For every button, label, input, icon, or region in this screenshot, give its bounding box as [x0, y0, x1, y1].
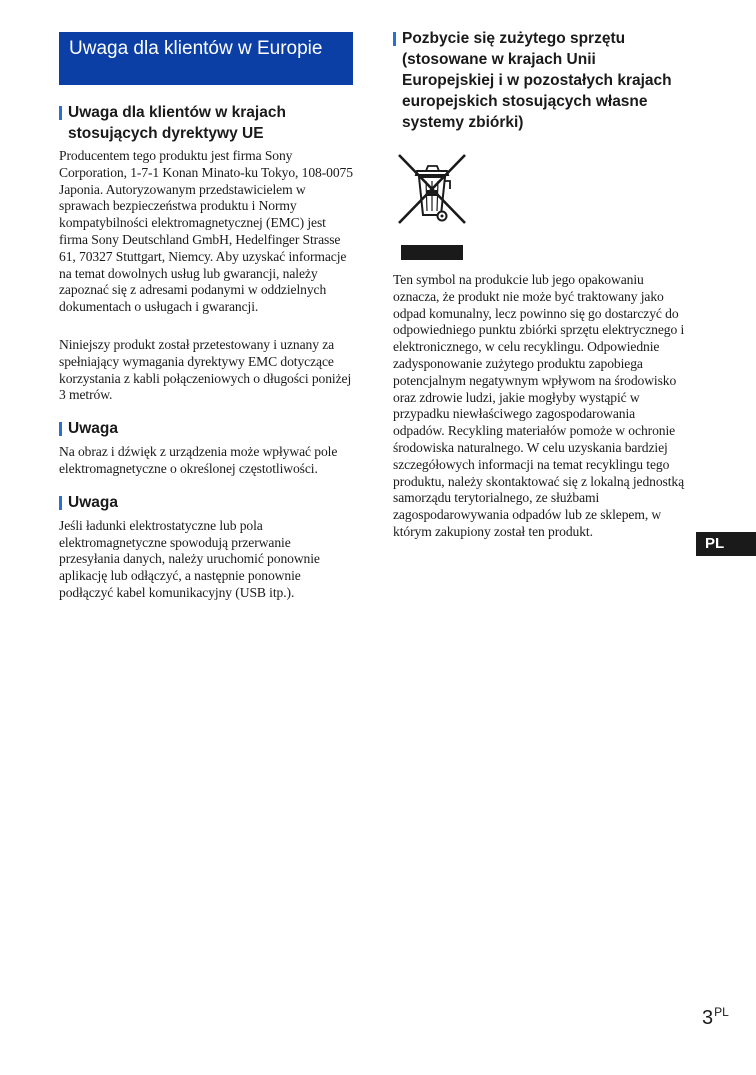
- section-heading-text: Uwaga: [68, 420, 118, 438]
- heading-bar-icon: [393, 32, 396, 46]
- section-heading-text: Uwaga dla klientów w krajach stosujących dyrektywy UE: [68, 104, 286, 142]
- right-column: [393, 28, 688, 541]
- page-title: Uwaga dla klientów w Europie: [59, 32, 353, 85]
- section-heading-disposal: [393, 28, 688, 133]
- crossed-out-wheelie-bin-icon: [395, 151, 475, 263]
- disposal-paragraph: Ten symbol na produkcie lub jego opakowaniu oznacza, że produkt nie może być traktowany jako odpad komunalny, lecz powinno się go dostarczyć do odpowiedniego punktu zbiórki sprzętu elektrycznego i elektronicznego, w celu recyklingu. Odpowiednie zadysponowanie zużytego produktu zapobiega potencjalnym negatywnym wpływom na środowisko oraz zdrowie ludzi, jakie mogłyby wystąpić w przypadku niewłaściwego zagospodarowania odpadów. Recykling materiałów pomoże w ochronie środowiska naturalnego. W celu uzyskania bardziej szczegółowych informacji na temat recyklingu tego produktu, należy skontaktować się z lokalną jednostką samorządu terytorialnego, ze służbami zagospodarowywania odpadów lub ze sklepem, w którym zakupiony został ten produkt.: [393, 272, 685, 539]
- electromagnetic-field-paragraph: Na obraz i dźwięk z urządzenia może wpływać pole elektromagnetyczne o określonej częstotliwości.: [59, 444, 338, 476]
- electrostatic-paragraph: Jeśli ładunki elektrostatyczne lub pola elektromagnetyczne spowodują przerwanie przesyłania danych, należy uruchomić ponownie aplikację lub odłączyć, a następnie ponownie podłączyć kabel komunikacyjny (USB itp.).: [59, 517, 320, 600]
- heading-bar-icon: [59, 496, 62, 510]
- section-heading-notice-2: [59, 492, 353, 513]
- section-heading-text: Uwaga: [68, 493, 118, 511]
- section-heading-notice-1: [59, 418, 353, 439]
- emc-paragraph: Niniejszy produkt został przetestowany i uznany za spełniający wymagania dyrektywy EMC dotyczące korzystania z kabli połączeniowych o długości poniżej 3 metrów.: [59, 336, 352, 403]
- section-heading-text: Pozbycie się zużytego sprzętu (stosowane w krajach Unii Europejskiej i w pozostałych krajach europejskich stosujących własne systemy zbiórki): [402, 30, 672, 131]
- page-number-suffix: PL: [714, 1005, 729, 1019]
- left-column: [59, 32, 353, 602]
- heading-bar-icon: [59, 106, 62, 120]
- manufacturer-paragraph: Producentem tego produktu jest firma Sony Corporation, 1-7-1 Konan Minato-ku Tokyo, 108-0075 Japonia. Autoryzowanym przedstawicielem w sprawach bezpieczeństwa produktu i Normy kompatybilności elektromagnetycznej (EMC) jest firma Sony Deutschland GmbH, Hedelfinger Strasse 61, 70327 Stuttgart, Niemcy. Aby uzyskać informacje na temat dowolnych usług lub gwarancji, należy zapoznać się z adresami podanymi w oddzielnych dokumentach o usługach i gwarancji.: [59, 148, 353, 315]
- page-number-value: 3: [702, 1007, 714, 1029]
- heading-bar-icon: [59, 422, 62, 436]
- language-tab: PL: [696, 532, 756, 556]
- section-heading-eu-directives: [59, 102, 353, 144]
- page-number: [702, 1005, 729, 1030]
